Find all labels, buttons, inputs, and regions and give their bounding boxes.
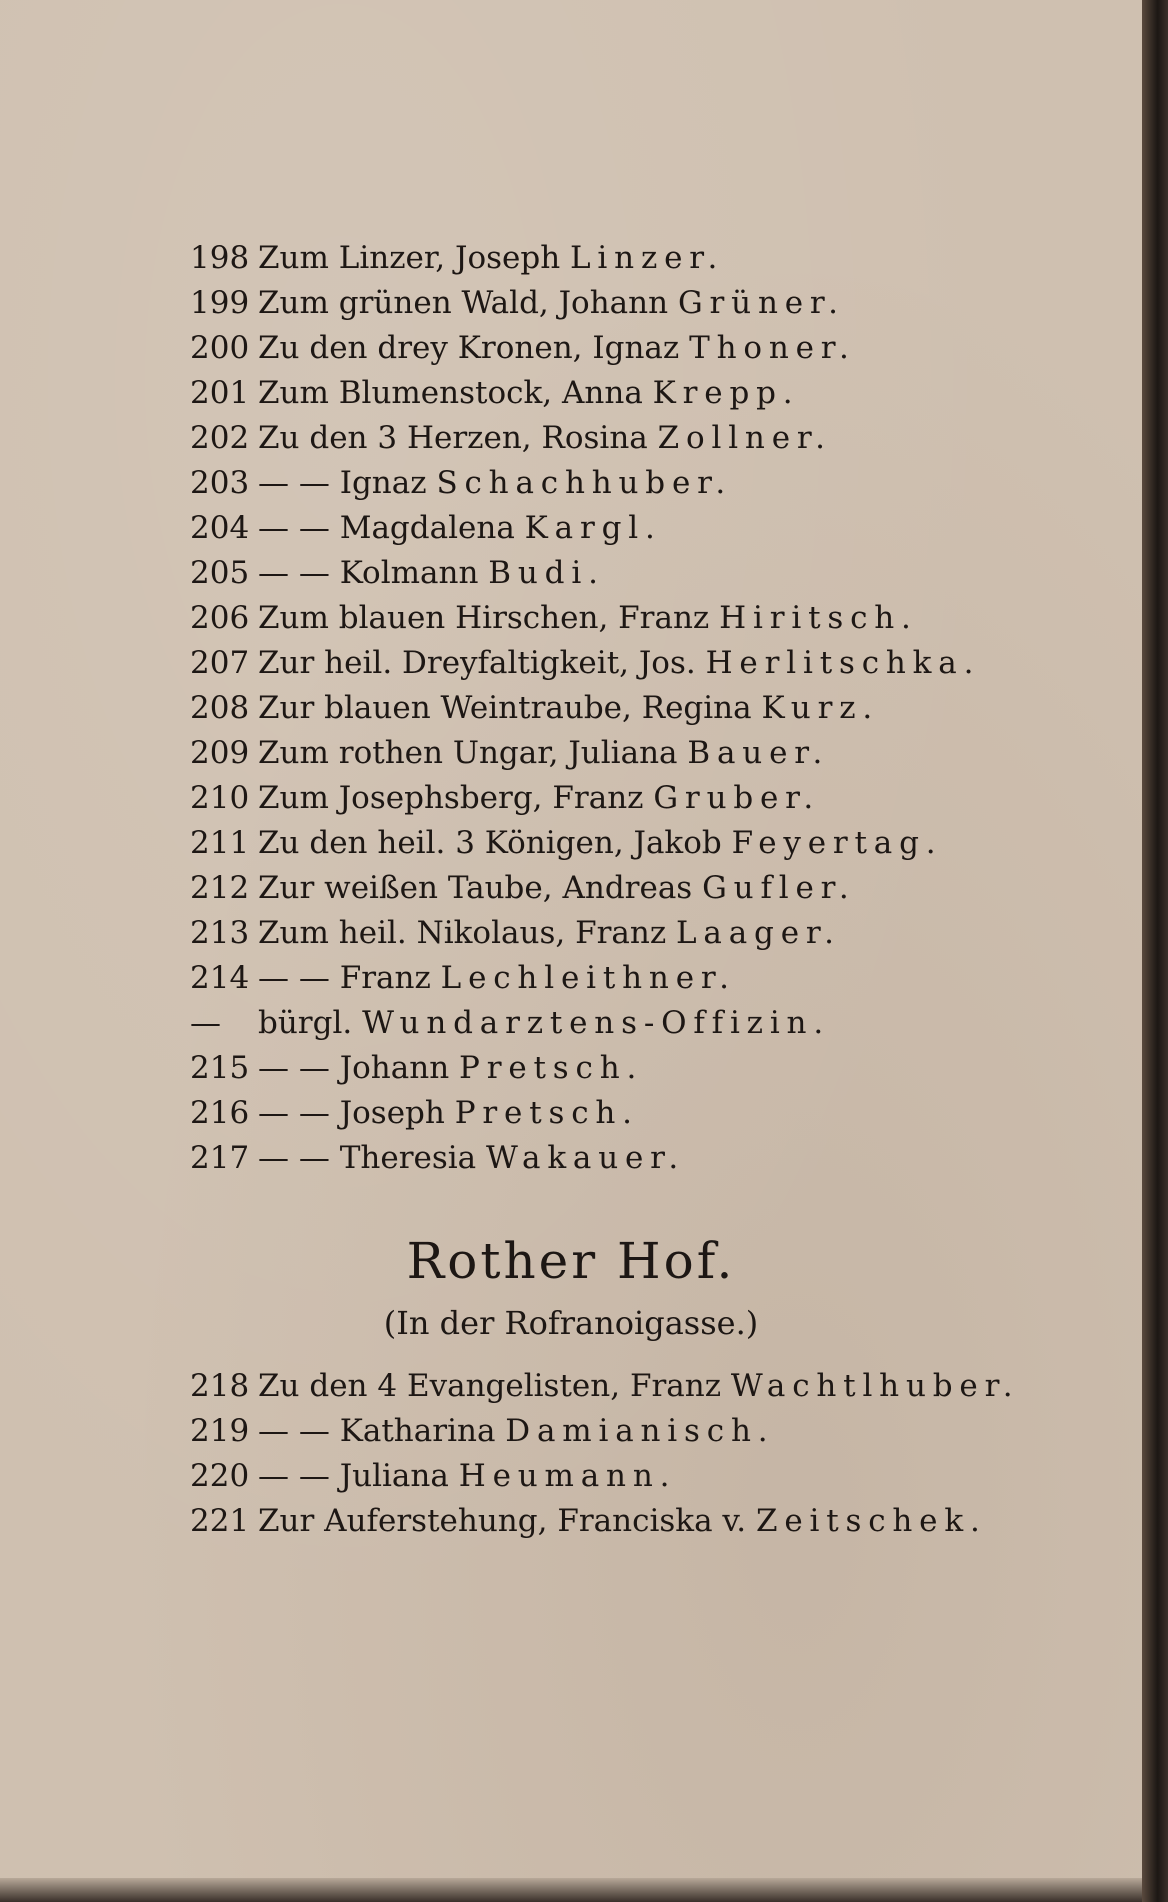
entry-text: Zum Blumenstock, Anna xyxy=(258,375,653,411)
list-item xyxy=(190,915,1070,960)
entry-number: 206 xyxy=(190,600,250,636)
book-spine xyxy=(1142,0,1168,1902)
entry-text: Zum Linzer, Joseph xyxy=(258,240,571,276)
entry-number: — xyxy=(190,1005,221,1041)
entry-text: Zu den 4 Evangelisten, Franz xyxy=(258,1368,731,1404)
list-item xyxy=(190,780,1070,825)
entry-text: Zum blauen Hirschen, Franz xyxy=(258,600,720,636)
entry-text: Zur Auferstehung, Franciska v. xyxy=(258,1503,756,1539)
list-item xyxy=(190,735,1070,780)
entry-number: 217 xyxy=(190,1140,250,1176)
entry-number: 219 xyxy=(190,1413,250,1449)
entry-name: Wachtlhuber. xyxy=(730,1368,1020,1404)
entry-text: Zum rothen Ungar, Juliana xyxy=(258,735,688,771)
entry-name: Bauer. xyxy=(687,735,830,771)
entry-text: — — Franz xyxy=(258,960,441,996)
entry-text: Zu den 3 Herzen, Rosina xyxy=(258,420,658,456)
entry-text: Zu den drey Kronen, Ignaz xyxy=(258,330,690,366)
entry-number: 199 xyxy=(190,285,250,321)
list-item xyxy=(190,465,1070,510)
entry-name: Budi. xyxy=(488,555,605,591)
entry-name: Wundarztens-Offizin. xyxy=(362,1005,831,1041)
entry-number: 221 xyxy=(190,1503,250,1539)
entry-name: Zollner. xyxy=(657,420,832,456)
entry-number: 205 xyxy=(190,555,250,591)
list-item xyxy=(190,330,1070,375)
list-item xyxy=(190,960,1070,1005)
entry-name: Hiritsch. xyxy=(719,600,918,636)
list-item xyxy=(190,1503,1090,1548)
entry-list-2 xyxy=(190,1368,1090,1548)
entry-name: Pretsch. xyxy=(454,1095,639,1131)
entry-number: 211 xyxy=(190,825,250,861)
entry-name: Gufler. xyxy=(702,870,856,906)
entry-name: Zeitschek. xyxy=(755,1503,987,1539)
entry-name: Gruber. xyxy=(653,780,821,816)
entry-name: Kurz. xyxy=(761,690,880,726)
entry-name: Heumann. xyxy=(458,1458,677,1494)
entry-number: 210 xyxy=(190,780,250,816)
entry-name: Damianisch. xyxy=(505,1413,775,1449)
list-item xyxy=(190,1458,1090,1503)
entry-name: Schachhuber. xyxy=(436,465,733,501)
entry-text: — — Johann xyxy=(258,1050,460,1086)
list-item xyxy=(190,1368,1090,1413)
list-item xyxy=(190,240,1070,285)
entry-name: Lechleithner. xyxy=(440,960,736,996)
entry-number: 208 xyxy=(190,690,250,726)
entry-text: Zum Josephsberg, Franz xyxy=(258,780,654,816)
entry-number: 203 xyxy=(190,465,250,501)
list-item xyxy=(190,510,1070,555)
entry-name: Krepp. xyxy=(652,375,800,411)
entry-text: Zum heil. Nikolaus, Franz xyxy=(258,915,677,951)
entry-number: 216 xyxy=(190,1095,250,1131)
entry-name: Kargl. xyxy=(524,510,662,546)
list-item xyxy=(190,870,1070,915)
list-item xyxy=(190,1050,1070,1095)
entry-number: 220 xyxy=(190,1458,250,1494)
entry-number: 200 xyxy=(190,330,250,366)
entry-number: 215 xyxy=(190,1050,250,1086)
entry-text: Zur blauen Weintraube, Regina xyxy=(258,690,762,726)
entry-name: Pretsch. xyxy=(459,1050,644,1086)
entry-text: — — Joseph xyxy=(258,1095,455,1131)
entry-text: — — Juliana xyxy=(258,1458,459,1494)
entry-name: Linzer. xyxy=(570,240,725,276)
entry-number: 204 xyxy=(190,510,250,546)
entry-text: — — Ignaz xyxy=(258,465,437,501)
entry-number: 202 xyxy=(190,420,250,456)
entry-text: — — Magdalena xyxy=(258,510,525,546)
list-item xyxy=(190,1140,1070,1185)
entry-number: 201 xyxy=(190,375,250,411)
entry-name: Feyertag. xyxy=(731,825,943,861)
list-item xyxy=(190,420,1070,465)
list-item xyxy=(190,1413,1090,1458)
page-edge xyxy=(0,1878,1142,1902)
entry-number: 209 xyxy=(190,735,250,771)
entry-text: bürgl. xyxy=(258,1005,363,1041)
list-item xyxy=(190,1005,1070,1050)
entry-text: Zu den heil. 3 Königen, Jakob xyxy=(258,825,732,861)
list-item xyxy=(190,285,1070,330)
entry-name: Thoner. xyxy=(689,330,856,366)
entry-number: 212 xyxy=(190,870,250,906)
section-subtitle: (In der Rofranoigasse.) xyxy=(383,1304,759,1342)
entry-number: 213 xyxy=(190,915,250,951)
entry-name: Wakauer. xyxy=(486,1140,686,1176)
entry-name: Laager. xyxy=(676,915,841,951)
entry-text: — — Katharina xyxy=(258,1413,506,1449)
list-item xyxy=(190,600,1070,645)
entry-text: Zur heil. Dreyfaltigkeit, Jos. xyxy=(258,645,706,681)
entry-number: 218 xyxy=(190,1368,250,1404)
list-item xyxy=(190,375,1070,420)
entry-number: 198 xyxy=(190,240,250,276)
entry-text: Zum grünen Wald, Johann xyxy=(258,285,678,321)
section-title: Rother Hof. xyxy=(406,1232,736,1290)
list-item xyxy=(190,690,1070,735)
entry-text: — — Kolmann xyxy=(258,555,489,591)
entry-name: Grüner. xyxy=(677,285,845,321)
entry-text: Zur weißen Taube, Andreas xyxy=(258,870,703,906)
list-item xyxy=(190,645,1070,690)
entry-number: 214 xyxy=(190,960,250,996)
list-item xyxy=(190,1095,1070,1140)
list-item xyxy=(190,555,1070,600)
entry-list xyxy=(190,240,1070,1185)
entry-name: Herlitschka. xyxy=(705,645,981,681)
entry-number: 207 xyxy=(190,645,250,681)
entry-text: — — Theresia xyxy=(258,1140,487,1176)
list-item xyxy=(190,825,1070,870)
